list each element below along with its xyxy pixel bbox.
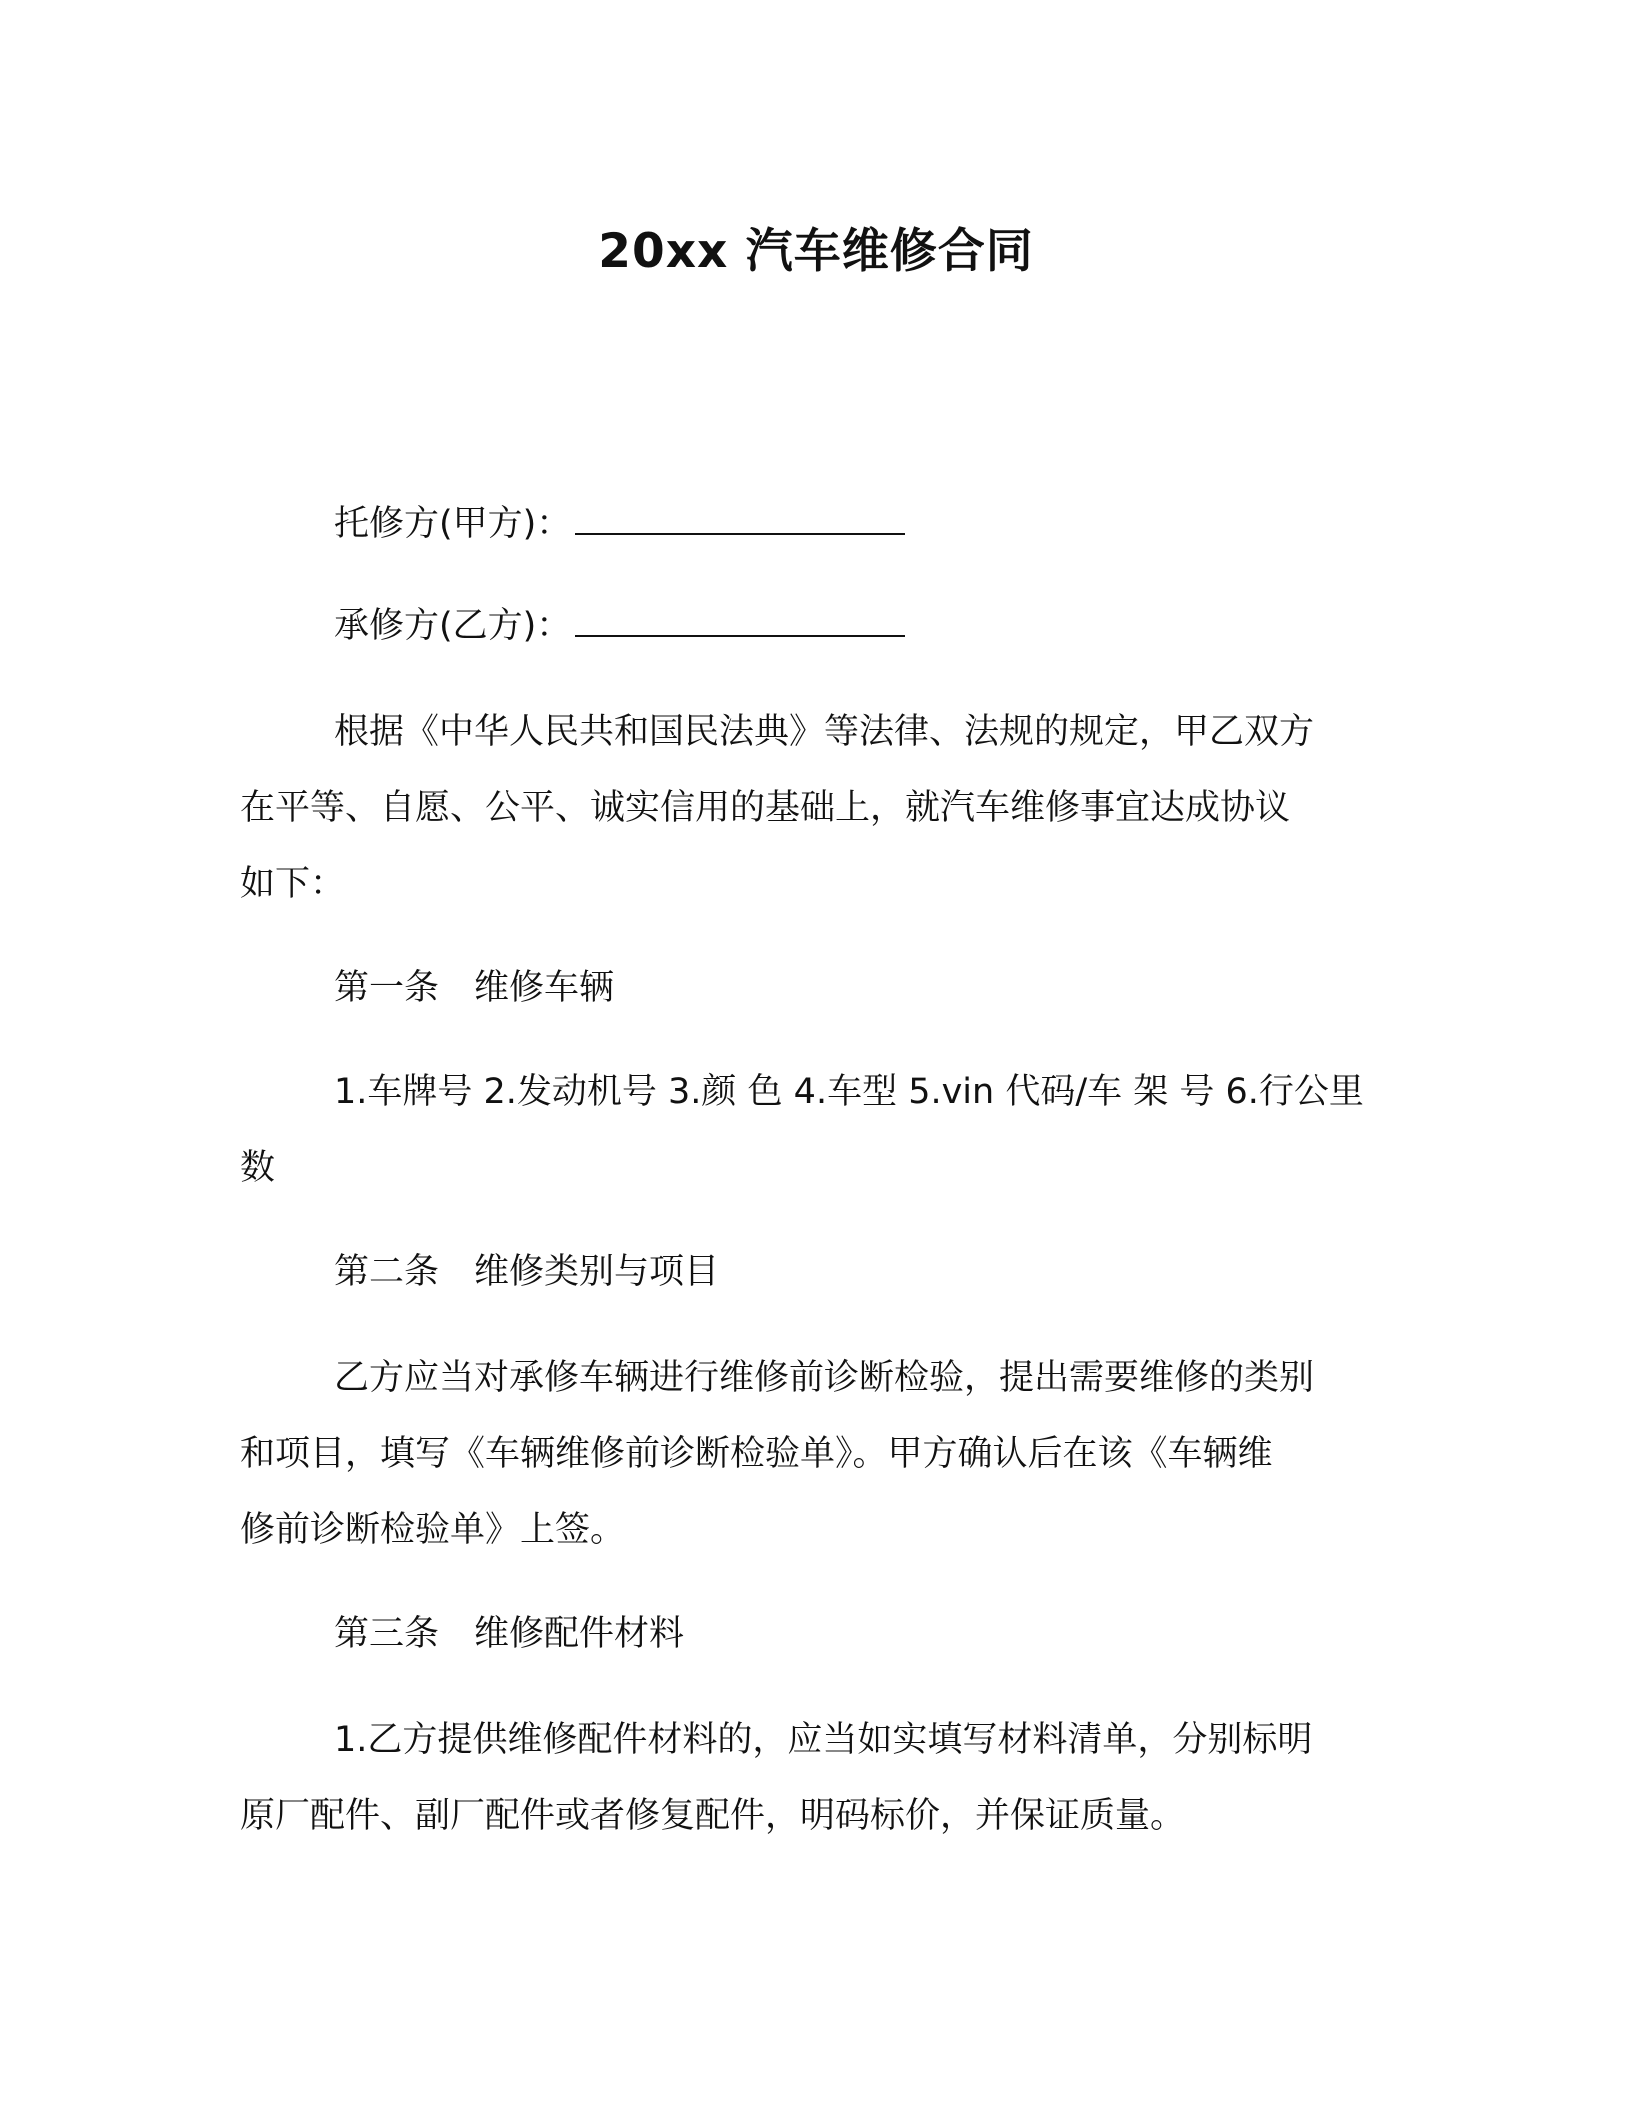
article3-heading: 第三条 维修配件材料	[334, 1614, 685, 1654]
article2-line-1: 乙方应当对承修车辆进行维修前诊断检验，提出需要维修的类别	[334, 1358, 1315, 1398]
document-title: 20xx 汽车维修合同	[598, 224, 1034, 279]
article2-line-3: 修前诊断检验单》上签。	[240, 1510, 626, 1550]
article2-line-2: 和项目，填写《车辆维修前诊断检验单》。甲方确认后在该《车辆维	[240, 1434, 1273, 1474]
party-a-blank	[575, 503, 905, 535]
preamble-line-1: 根据《中华人民共和国民法典》等法律、法规的规定，甲乙双方	[334, 712, 1315, 752]
article1-line-1: 1.车牌号 2.发动机号 3.颜 色 4.车型 5.vin 代码/车 架 号 6.行公里	[334, 1072, 1364, 1112]
party-b-label: 承修方(乙方)：	[334, 606, 572, 646]
party-a-label: 托修方(甲方)：	[334, 504, 572, 544]
preamble-line-2: 在平等、自愿、公平、诚实信用的基础上，就汽车维修事宜达成协议	[240, 788, 1291, 828]
article1-line-2: 数	[240, 1148, 276, 1188]
article2-heading: 第二条 维修类别与项目	[334, 1252, 720, 1292]
party-a-line	[334, 500, 905, 548]
party-b-blank	[575, 605, 905, 637]
article3-line-2: 原厂配件、副厂配件或者修复配件，明码标价，并保证质量。	[240, 1796, 1186, 1836]
party-b-line	[334, 602, 905, 650]
article3-line-1: 1.乙方提供维修配件材料的，应当如实填写材料清单，分别标明	[334, 1720, 1313, 1760]
article1-heading: 第一条 维修车辆	[334, 968, 615, 1008]
preamble-line-3: 如下：	[240, 864, 346, 904]
